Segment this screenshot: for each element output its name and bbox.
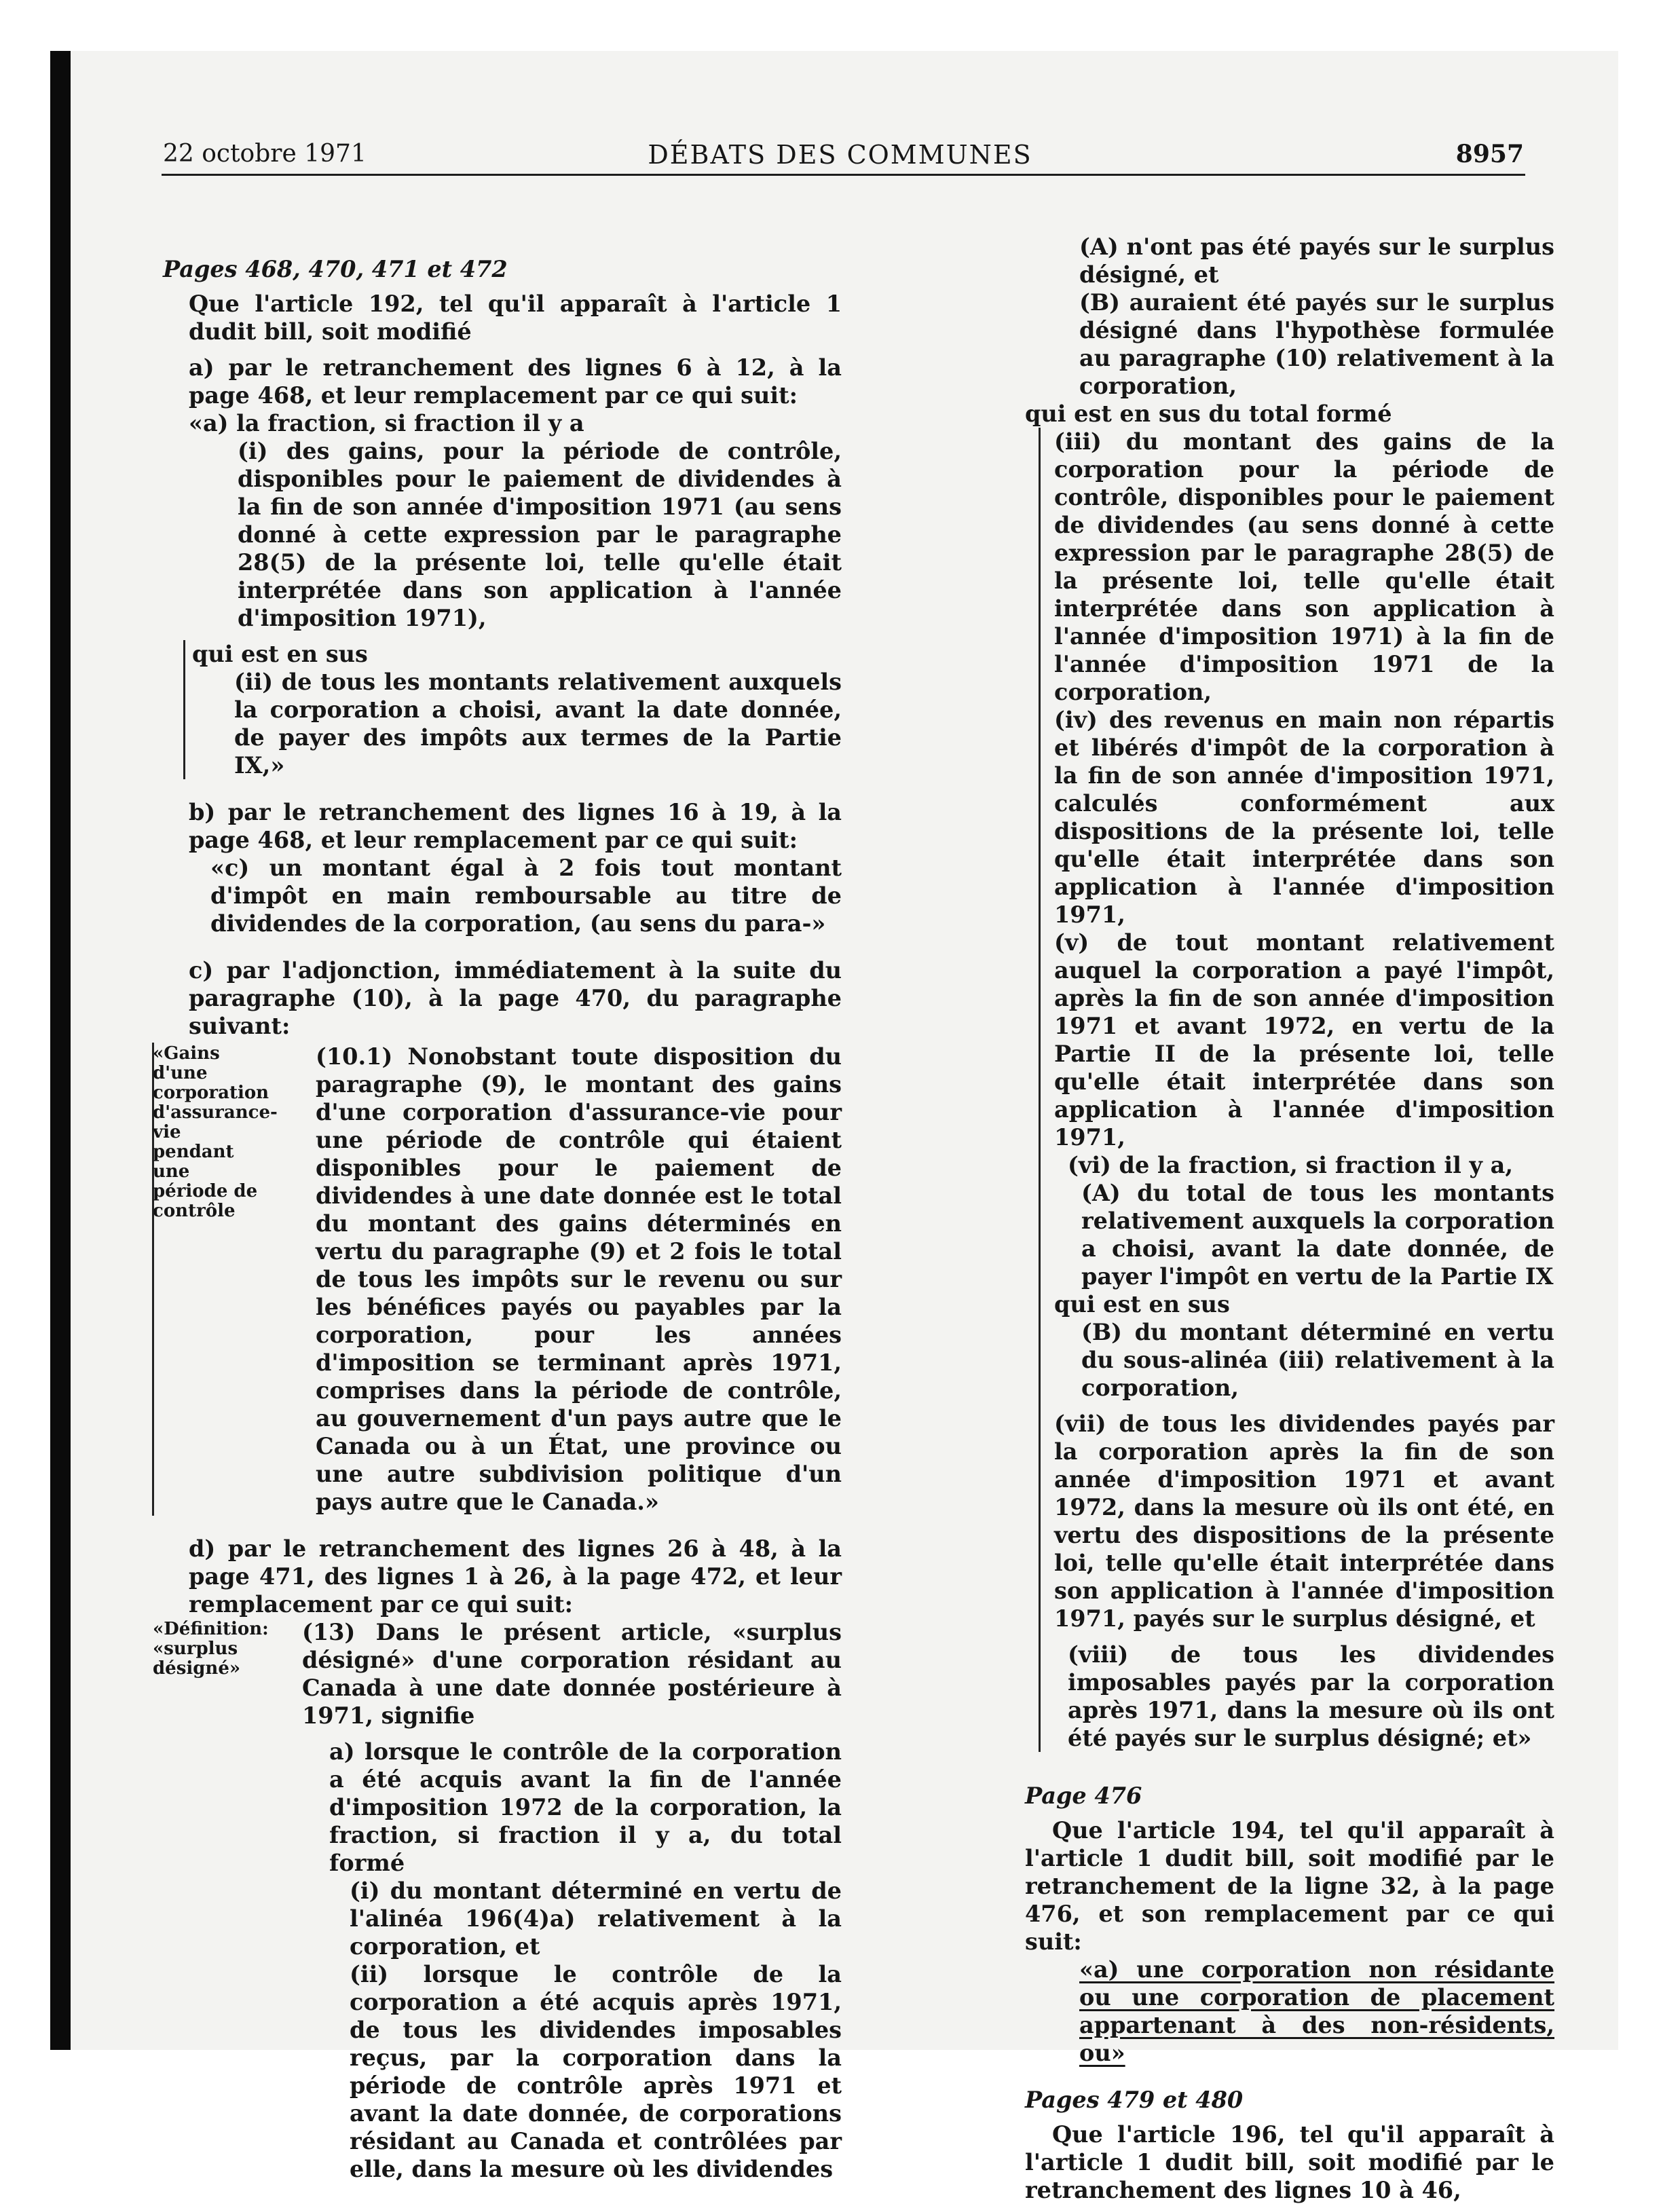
paragraph-479: Que l'article 196, tel qu'il apparaît à l'article 1 dudit bill, soit modifié par le retranchement des lignes 10 à 46, bbox=[1025, 2121, 1554, 2203]
left-column bbox=[153, 244, 842, 2183]
paragraph-iv: (iv) des revenus en main non répartis et libérés d'impôt de la corporation à la fin de son année d'imposition 1971, calculés conformément aux dispositions de la présente loi, telle qu'elle était interprétée dans son application à l'année d'imposition 1971, bbox=[1054, 707, 1554, 928]
paragraph-viii: (viii) de tous les dividendes imposables payés par la corporation après 1971, dans la mesure où ils ont été payés sur le surplus désigné; et» bbox=[1068, 1641, 1554, 1751]
paragraph-a-qui: qui est en sus bbox=[192, 641, 368, 667]
paragraph-a-ii: (ii) de tous les montants relativement auxquels la corporation a choisi, avant la date donnée, de payer des impôts aux termes de la Partie IX,» bbox=[234, 669, 842, 779]
paragraph-10-1: (10.1) Nonobstant toute disposition du paragraphe (9), le montant des gains d'une corporation d'assurance-vie pour une période de contrôle qui étaient disponibles pour le paiement de dividendes à une date donnée est le total du montant des gains déterminés en vertu du paragraphe (9) et 2 fois le total de tous les impôts sur le revenu ou sur les bénéfices payés ou payables par la corporation, pour les années d'imposition se terminant après 1971, comprises dans la période de contrôle, au gouvernement d'un pays autre que le Canada ou à un État, une province ou une autre subdivision politique d'un pays autre que le Canada.» bbox=[316, 1043, 842, 1515]
scan-edge bbox=[50, 51, 71, 2050]
paragraph-d-ii: (ii) lorsque le contrôle de la corporation a été acquis après 1971, de tous les dividendes imposables reçus, par la corporation dans la période de contrôle après 1971 et avant la date donnée, de corporations résidant au Canada et contrôlées par elle, dans la mesure où les dividendes bbox=[350, 1961, 842, 2182]
margin-note-definition: «Définition: «surplus désigné» bbox=[153, 1619, 269, 1679]
paragraph-13: (13) Dans le présent article, «surplus désigné» d'une corporation résidant au Canada à une date donnée postérieure à 1971, signifie bbox=[302, 1619, 842, 1729]
section-13 bbox=[153, 1618, 842, 2183]
paragraph-vii: (vii) de tous les dividendes payés par la corporation après la fin de son année d'imposition 1971 et avant 1972, dans la mesure où ils ont été, en vertu des dispositions de la présente loi, telle qu'elle était interprétée dans son application à l'année d'imposition 1971, payés sur le surplus désigné, et bbox=[1054, 1411, 1554, 1632]
heading-pages-479: Pages 479 et 480 bbox=[1025, 2087, 1244, 2113]
paragraph-vi: (vi) de la fraction, si fraction il y a, bbox=[1068, 1152, 1514, 1178]
paragraph-vi-B: (B) du montant déterminé en vertu du sous-alinéa (iii) relativement à la corporation, bbox=[1081, 1319, 1554, 1401]
paragraph-qui-total: qui est en sus du total formé bbox=[1025, 400, 1392, 427]
paragraph-a-i: (i) des gains, pour la période de contrôle, disponibles pour le paiement de dividendes à la fin de son année d'imposition 1971 (au sens donné à cette expression par le paragraphe 28(5) de la présente loi, telle qu'elle était interprétée dans son application à l'année d'imposition 1971), bbox=[238, 438, 842, 631]
paragraph-476: Que l'article 194, tel qu'il apparaît à l'article 1 dudit bill, soit modifié par le retranchement de la ligne 32, à la page 476, et son remplacement par ce qui suit: bbox=[1025, 1817, 1554, 1955]
revision-bar-right bbox=[1039, 428, 1554, 1752]
header-title: DÉBATS DES COMMUNES bbox=[648, 140, 1032, 170]
paragraph-v: (v) de tout montant relativement auquel la corporation a payé l'impôt, après la fin de son année d'imposition 1971 et avant 1972, en vertu de la Partie II de la présente loi, telle qu'elle était interprétée dans son application à l'année d'imposition 1971, bbox=[1054, 929, 1554, 1151]
paragraph-iii: (iii) du montant des gains de la corporation pour la période de contrôle, disponibles pour le paiement de dividendes (au sens donné à cette expression par le paragraphe 28(5) de la présente loi, telle qu'elle était interprétée dans son application à l'année d'imposition 1971) à la fin de l'année d'imposition 1971 de la corporation, bbox=[1054, 428, 1554, 705]
paragraph-a-a: «a) la fraction, si fraction il y a bbox=[189, 410, 584, 436]
paragraph-vi-qui: qui est en sus bbox=[1054, 1291, 1230, 1318]
paragraph-b-c: «c) un montant égal à 2 fois tout montant d'impôt en main remboursable au titre de dividendes de la corporation, (au sens du para-» bbox=[210, 855, 842, 937]
paragraph-476-a: «a) une corporation non résidante ou une corporation de placement appartenant à des non-résidents, ou» bbox=[1079, 1956, 1554, 2066]
paragraph-d-i: (i) du montant déterminé en vertu de l'alinéa 196(4)a) relativement à la corporation, et bbox=[350, 1878, 842, 1960]
paragraph-vi-A: (A) du total de tous les montants relativement auxquels la corporation a choisi, avant la date donnée, de payer l'impôt en vertu de la Partie IX bbox=[1081, 1180, 1554, 1290]
paragraph-B1: (B) auraient été payés sur le surplus désigné dans l'hypothèse formulée au paragraphe (10) relativement à la corporation, bbox=[1079, 289, 1554, 399]
section-10-1 bbox=[153, 1043, 842, 1516]
paragraph-c-intro: c) par l'adjonction, immédiatement à la suite du paragraphe (10), à la page 470, du paragraphe suivant: bbox=[189, 957, 842, 1039]
paragraph-A1: (A) n'ont pas été payés sur le surplus désigné, et bbox=[1079, 234, 1554, 288]
paragraph-d-a: a) lorsque le contrôle de la corporation a été acquis avant la fin de l'année d'imposition 1972 de la corporation, la fraction, si fraction il y a, du total formé bbox=[329, 1738, 842, 1876]
paragraph-intro: Que l'article 192, tel qu'il apparaît à l'article 1 dudit bill, soit modifié bbox=[189, 291, 842, 345]
header-rule bbox=[162, 174, 1525, 176]
paragraph-d-intro: d) par le retranchement des lignes 26 à 48, à la page 471, des lignes 1 à 26, à la page 472, et leur remplacement par ce qui suit: bbox=[189, 1535, 842, 1618]
section-right-total bbox=[1025, 400, 1554, 1752]
right-column bbox=[1025, 233, 1554, 2204]
heading-pages-468: Pages 468, 470, 471 et 472 bbox=[163, 256, 508, 282]
paragraph-b-intro: b) par le retranchement des lignes 16 à 19, à la page 468, et leur remplacement par ce qui suit: bbox=[189, 799, 842, 853]
revision-bar-a bbox=[183, 640, 842, 779]
margin-note-gains: «Gains d'une corporation d'assurance-vie pendant une période de contrôle bbox=[153, 1043, 278, 1221]
heading-page-476: Page 476 bbox=[1025, 1782, 1142, 1809]
paragraph-a-intro: a) par le retranchement des lignes 6 à 12, à la page 468, et leur remplacement par ce qui suit: bbox=[189, 354, 842, 409]
header-page-number: 8957 bbox=[1455, 140, 1524, 168]
header-date: 22 octobre 1971 bbox=[163, 140, 367, 168]
